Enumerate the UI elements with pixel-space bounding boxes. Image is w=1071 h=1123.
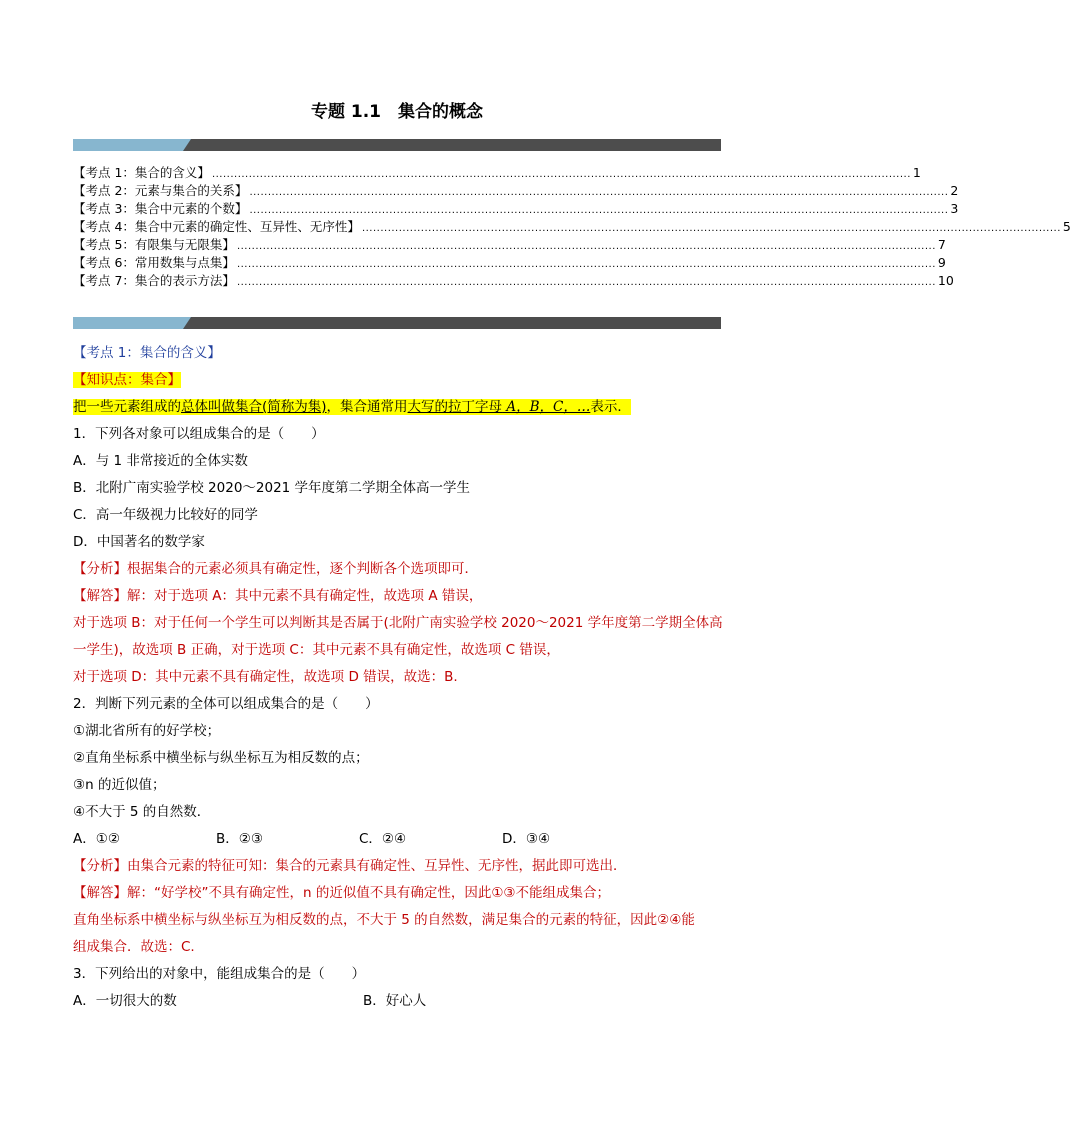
toc-item[interactable]: 【考点 5：有限集与无限集】 .............................................................................................................................................................................................. 7 bbox=[73, 237, 946, 252]
question-1-stem: 1．下列各对象可以组成集合的是（ ） bbox=[73, 426, 325, 442]
question-1-analysis: 【分析】根据集合的元素必须具有确定性，逐个判断各个选项即可． bbox=[73, 561, 478, 577]
question-2-answer: 【解答】解：“好学校”不具有确定性，n 的近似值不具有确定性，因此①③不能组成集合； bbox=[73, 885, 611, 901]
content-body bbox=[73, 340, 721, 1015]
question-3-stem: 3．下列给出的对象中，能组成集合的是（ ） bbox=[73, 966, 366, 982]
page-title: 专题 1.1 集合的概念 bbox=[310, 102, 484, 122]
question-1-answer-line: 对于选项 D：其中元素不具有确定性，故选项 D 错误，故选：B. bbox=[73, 669, 458, 685]
question-2-analysis: 【分析】由集合元素的特征可知：集合的元素具有确定性、互异性、无序性，据此即可选出． bbox=[73, 858, 627, 874]
toc-item[interactable]: 【考点 4：集合中元素的确定性、互异性、无序性】 .............................................................................................................................................................................................. 5 bbox=[73, 219, 1071, 234]
toc-item[interactable]: 【考点 2：元素与集合的关系】 .............................................................................................................................................................................................. 2 bbox=[73, 183, 959, 198]
question-2-item: ③n 的近似值； bbox=[73, 777, 166, 793]
knowledge-label: 【知识点：集合】 bbox=[73, 372, 181, 388]
toc-item[interactable]: 【考点 1：集合的含义】 .............................................................................................................................................................................................. 1 bbox=[73, 165, 921, 180]
toc-item[interactable]: 【考点 7：集合的表示方法】 .............................................................................................................................................................................................. 10 bbox=[73, 273, 954, 288]
question-2-answer-line: 组成集合．故选：C. bbox=[73, 939, 195, 955]
question-1-option-b: B．北附广南实验学校 2020～2021 学年度第二学期全体高一学生 bbox=[73, 480, 471, 496]
question-2-item: ②直角坐标系中横坐标与纵坐标互为相反数的点； bbox=[73, 750, 369, 766]
question-2-item: ④不大于 5 的自然数． bbox=[73, 804, 211, 820]
section-heading: 【考点 1：集合的含义】 bbox=[73, 345, 221, 361]
question-2-stem: 2．判断下列元素的全体可以组成集合的是（ ） bbox=[73, 696, 379, 712]
question-3-options: A．一切很大的数 B．好心人 bbox=[73, 993, 427, 1009]
question-1-option-d: D．中国著名的数学家 bbox=[73, 534, 205, 550]
question-1-answer-line: 一学生)，故选项 B 正确，对于选项 C：其中元素不具有确定性，故选项 C 错误， bbox=[73, 642, 560, 658]
toc-item[interactable]: 【考点 6：常用数集与点集】 .............................................................................................................................................................................................. 9 bbox=[73, 255, 946, 270]
knowledge-text: 把一些元素组成的总体叫做集合(简称为集)，集合通常用大写的拉丁字母 A，B，C，…表示． bbox=[73, 399, 631, 415]
question-1-option-c: C．高一年级视力比较好的同学 bbox=[73, 507, 258, 523]
question-2-item: ①湖北省所有的好学校； bbox=[73, 723, 221, 739]
question-2-answer-line: 直角坐标系中横坐标与纵坐标互为相反数的点，不大于 5 的自然数，满足集合的元素的特征，因此②④能 bbox=[73, 912, 695, 928]
question-1-answer-line: 对于选项 B：对于任何一个学生可以判断其是否属于(北附广南实验学校 2020～2021 学年度第二学期全体高 bbox=[73, 615, 723, 631]
table-of-contents bbox=[73, 163, 1071, 289]
toc-item[interactable]: 【考点 3：集合中元素的个数】 .............................................................................................................................................................................................. 3 bbox=[73, 201, 959, 216]
decorative-bar-bottom bbox=[73, 317, 721, 329]
question-1-answer: 【解答】解：对于选项 A：其中元素不具有确定性，故选项 A 错误， bbox=[73, 588, 483, 604]
question-2-options: A．①② B．②③ C．②④ D．③④ bbox=[73, 831, 551, 847]
decorative-bar-top bbox=[73, 139, 721, 151]
question-1-option-a: A．与 1 非常接近的全体实数 bbox=[73, 453, 248, 469]
